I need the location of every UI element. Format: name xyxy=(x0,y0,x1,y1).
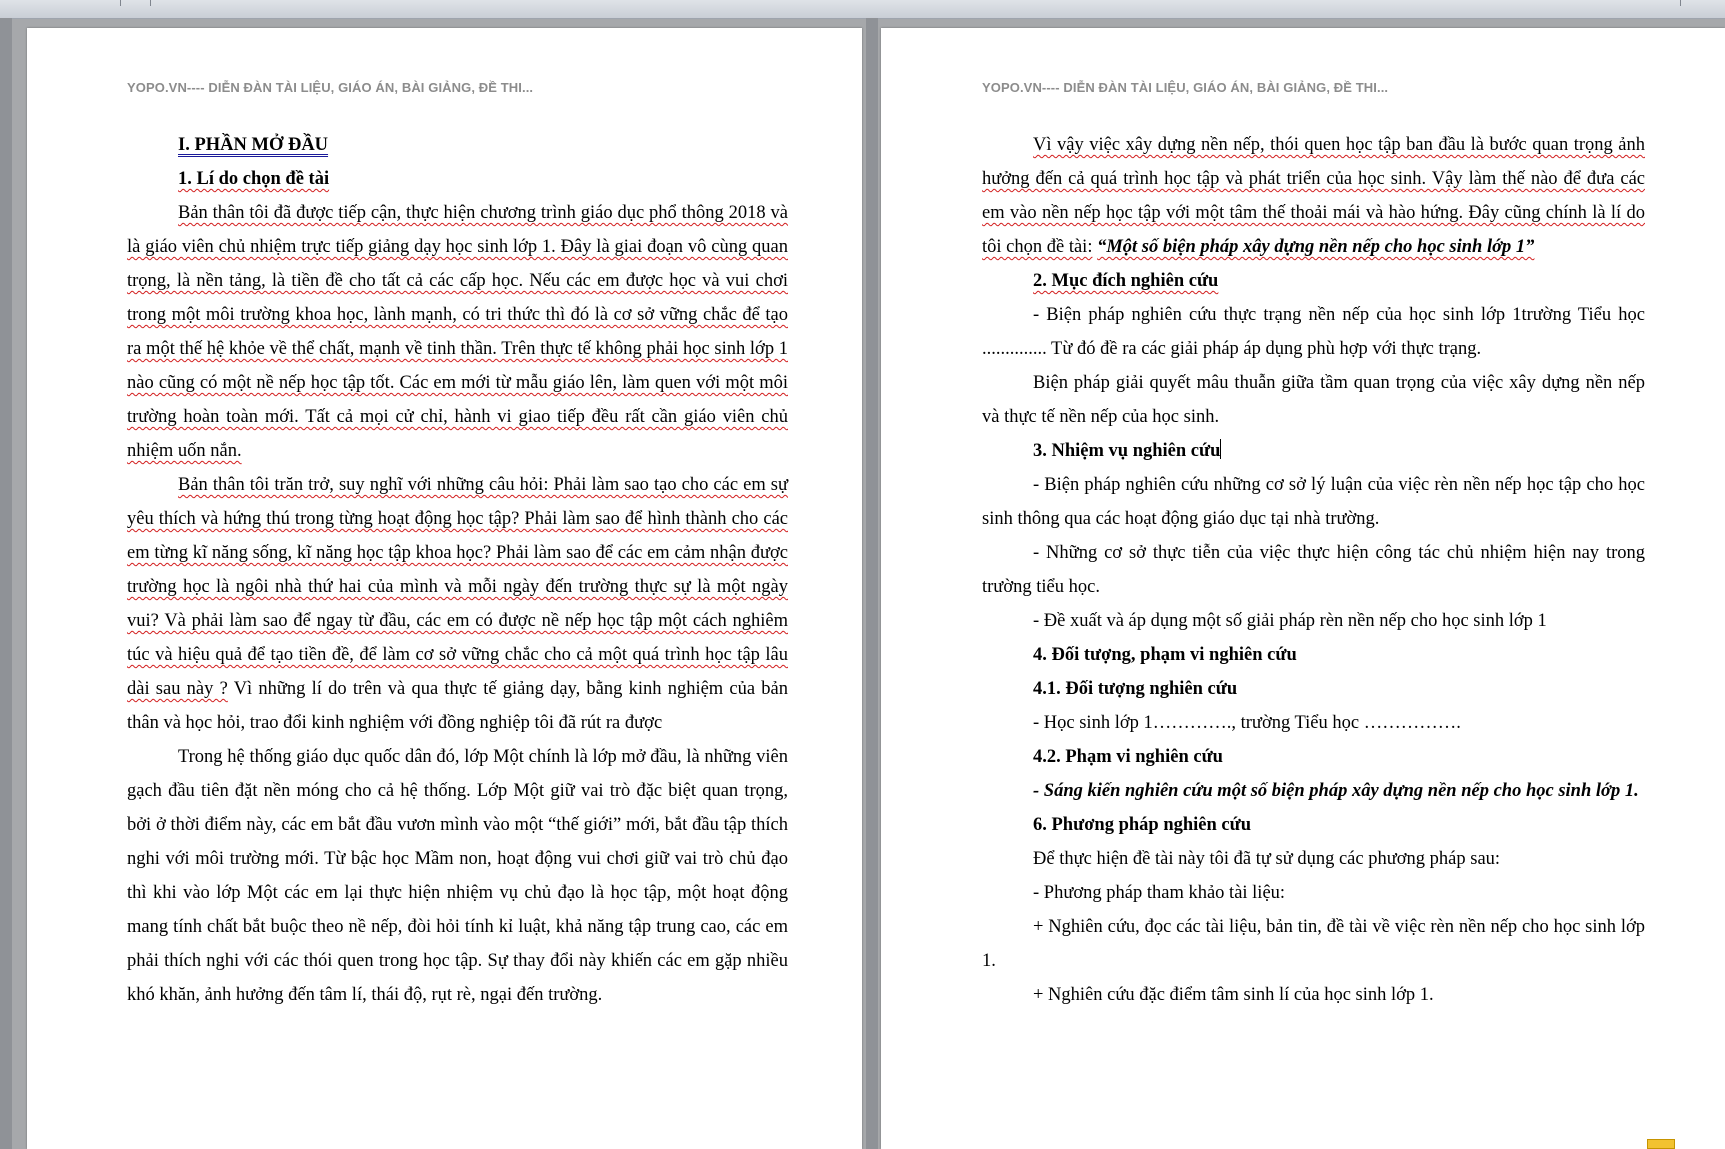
page-gap xyxy=(866,18,878,1149)
page-header: YOPO.VN---- DIỄN ĐÀN TÀI LIỆU, GIÁO ÁN, BÀI GIẢNG, ĐỀ THI... xyxy=(127,80,534,95)
subsection-heading: 3. Nhiệm vụ nghiên cứu xyxy=(1033,441,1221,461)
subsection-heading: 4.1. Đối tượng nghiên cứu xyxy=(1033,679,1238,699)
paragraph: + Nghiên cứu, đọc các tài liệu, bản tin, đề tài về việc rèn nền nếp cho học sinh lớp 1. xyxy=(982,917,1645,971)
topic-title: “Một số biện pháp xây dựng nền nếp cho học sinh lớp 1” xyxy=(1097,237,1535,257)
document-page-left[interactable] xyxy=(27,28,862,1149)
paragraph: Trong hệ thống giáo dục quốc dân đó, lớp Một chính là lớp mở đầu, là những viên gạch đầu tiên đặt nền móng cho cả hệ thống. Lớp Một giữ vai trò đặc biệt quan trọng, bởi ở thời điểm này, các em bắt đầu vươn mình vào một “thế giới” mới, bắt đầu tập thích nghi với môi trường mới. Từ bậc học Mầm non, hoạt động vui chơi giữ vai trò chủ đạo thì khi vào lớp Một các em lại thực hiện nhiệm vụ chủ đạo là học tập, một hoạt động mang tính chất bắt buộc theo nề nếp, đòi hỏi tính kỉ luật, khả năng tập trung cao, các em phải thích nghi với các thói quen trong học tập. Sự thay đổi này khiến các em gặp nhiều khó khăn, ảnh hưởng đến tâm lí, thái độ, rụt rè, ngại đến trường. xyxy=(127,747,788,1005)
subsection-heading: 4. Đối tượng, phạm vi nghiên cứu xyxy=(1033,645,1297,665)
ruler-bar xyxy=(0,0,1725,19)
subsection-heading: 1. Lí do chọn đề tài xyxy=(178,169,330,189)
paragraph: Để thực hiện đề tài này tôi đã tự sử dụng các phương pháp sau: xyxy=(1033,849,1501,869)
page-header: YOPO.VN---- DIỄN ĐÀN TÀI LIỆU, GIÁO ÁN, BÀI GIẢNG, ĐỀ THI... xyxy=(982,80,1389,95)
ruler-tick xyxy=(120,0,121,6)
paragraph: - Biện pháp nghiên cứu những cơ sở lý luận của việc rèn nền nếp học tập cho học sinh thông qua các hoạt động giáo dục tại nhà trường. xyxy=(982,475,1645,529)
paragraph: - Phương pháp tham khảo tài liệu: xyxy=(1033,883,1286,903)
paragraph: - Biện pháp nghiên cứu thực trạng nền nếp của học sinh lớp 1trường Tiểu học .............. Từ đó đề ra các giải pháp áp dụng phù hợp với thực trạng. xyxy=(982,305,1645,359)
ruler-tick xyxy=(150,0,151,6)
paragraph: - Sáng kiến nghiên cứu một số biện pháp xây dựng nền nếp cho học sinh lớp 1. xyxy=(1033,781,1639,801)
paragraph: Biện pháp giải quyết mâu thuẫn giữa tầm quan trọng của việc xây dựng nền nếp và thực tế nền nếp của học sinh. xyxy=(982,373,1645,427)
paragraph: - Đề xuất và áp dụng một số giải pháp rèn nền nếp cho học sinh lớp 1 xyxy=(1033,611,1547,631)
document-page-right[interactable] xyxy=(881,28,1725,1149)
subsection-heading: 2. Mục đích nghiên cứu xyxy=(1033,271,1219,291)
page-body[interactable] xyxy=(982,128,1645,1012)
paragraph: - Những cơ sở thực tiễn của việc thực hiện công tác chủ nhiệm hiện nay trong trường tiểu học. xyxy=(982,543,1645,597)
subsection-heading: 4.2. Phạm vi nghiên cứu xyxy=(1033,747,1223,767)
text-cursor xyxy=(1220,439,1221,459)
paragraph: - Học sinh lớp 1…………., trường Tiểu học ……………. xyxy=(1033,713,1461,733)
page-body[interactable] xyxy=(127,128,788,1012)
paragraph: Vì vậy việc xây dựng nền nếp, thói quen học tập ban đầu là bước quan trọng ảnh hưởng đến cả quá trình học tập và phát triển của học sinh. Vậy làm thế nào để đưa các em vào nền nếp học tập với một tâm thế thoải mái và hào hứng. Đây cũng chính là lí do tôi chọn đề tài: “Một số biện pháp xây dựng nền nếp cho học sinh lớp 1” xyxy=(982,135,1645,257)
paragraph: Bản thân tôi trăn trở, suy nghĩ với những câu hỏi: Phải làm sao tạo cho các em sự yêu thích và hứng thú trong từng hoạt động học tập? Phải làm sao để hình thành cho các em từng kĩ năng sống, kĩ năng học tập khoa học? Phải làm sao để các em cảm nhận được trường học là ngôi nhà thứ hai của mình và mỗi ngày đến trường thực sự là một ngày vui? Và phải làm sao để ngay từ đầu, các em có được nề nếp học tập một cách nghiêm túc và hiệu quả để tạo tiền đề, để làm cơ sở vững chắc cho cả một quá trình học tập lâu dài sau này ? Vì những lí do trên và qua thực tế giảng dạy, bằng kinh nghiệm của bản thân và học hỏi, trao đổi kinh nghiệm với đồng nghiệp tôi đã rút ra được xyxy=(127,475,788,733)
ruler-tick xyxy=(1680,0,1681,6)
section-heading: I. PHẦN MỞ ĐẦU xyxy=(178,135,329,155)
paragraph: + Nghiên cứu đặc điểm tâm sinh lí của học sinh lớp 1. xyxy=(1033,985,1434,1005)
page-indicator xyxy=(1647,1139,1675,1149)
left-gutter xyxy=(0,18,12,1149)
subsection-heading: 6. Phương pháp nghiên cứu xyxy=(1033,815,1252,835)
paragraph: Bản thân tôi đã được tiếp cận, thực hiện chương trình giáo dục phổ thông 2018 và là giáo viên chủ nhiệm trực tiếp giảng dạy học sinh lớp 1. Đây là giai đoạn vô cùng quan trọng, là nền tảng, là tiền đề cho tất cả các cấp học. Nếu các em được học và vui chơi trong một môi trường khoa học, lành mạnh, có tri thức thì đó là cơ sở vững chắc để tạo ra một thế hệ khỏe về thể chất, mạnh về tinh thần. Trên thực tế không phải học sinh lớp 1 nào cũng có một nề nếp học tập tốt. Các em mới từ mẫu giáo lên, làm quen với một môi trường hoàn toàn mới. Tất cả mọi cử chỉ, hành vi giao tiếp đều rất cần giáo viên chủ nhiệm uốn nắn. xyxy=(127,203,788,461)
